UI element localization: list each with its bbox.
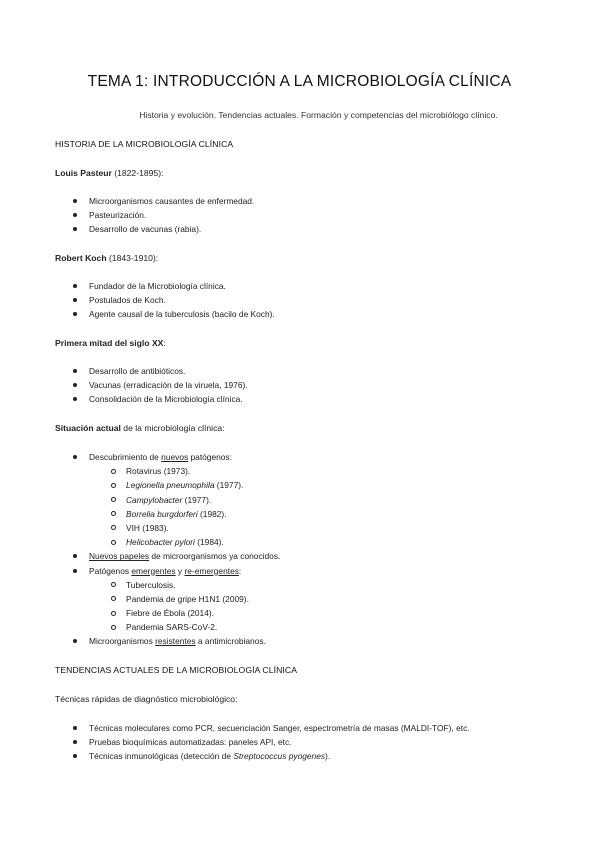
- sublist-item: [108, 507, 280, 521]
- list-item: Pasteurización.: [70, 208, 254, 222]
- list-item: Técnicas moleculares como PCR, secuenciación Sanger, espectrometría de masas (MALDI-TOF), etc.: [70, 721, 470, 735]
- list-item: Fundador de la Microbiología clínica.: [70, 279, 275, 293]
- species-name: Borrelia burgdorferi: [126, 508, 198, 519]
- list-item-new-roles: [70, 549, 280, 563]
- pasteur-name: Louis Pasteur: [55, 168, 112, 178]
- text: Microorganismos: [89, 636, 156, 647]
- sublist-item: [108, 493, 280, 507]
- trends-intro: Técnicas rápidas de diagnóstico microbiológico:: [55, 694, 238, 704]
- text: (1977).: [182, 494, 212, 505]
- sublist-item: Pandemia SARS-CoV-2.: [108, 620, 280, 634]
- underlined-text: re-emergentes: [184, 565, 239, 576]
- emerging-sublist: [108, 578, 280, 635]
- current-situation-heading: [55, 423, 225, 433]
- koch-name: Robert Koch: [55, 253, 107, 263]
- text: a antimicrobianos.: [195, 636, 266, 647]
- species-name: Helicobacter pylori: [126, 537, 195, 548]
- list-item-emerging: [70, 564, 280, 635]
- current-situation-name: Situación actual: [55, 423, 121, 433]
- xx-century-heading: [55, 338, 166, 348]
- koch-dates: (1843-1910):: [106, 253, 159, 263]
- koch-list: [70, 279, 275, 322]
- sublist-item: [108, 535, 280, 549]
- species-name: Campylobacter: [126, 494, 183, 505]
- text: Descubrimiento de: [89, 452, 162, 462]
- current-situation-suffix: de la microbiología clínica:: [120, 423, 225, 433]
- text: :: [238, 565, 242, 576]
- list-item: Pruebas bioquímicas automatizadas: paneles API, etc.: [70, 735, 470, 749]
- list-item-resistant: [70, 634, 280, 648]
- text: (1982).: [197, 508, 227, 519]
- current-situation-list: [70, 450, 280, 649]
- section-heading-trends: TENDENCIAS ACTUALES DE LA MICROBIOLOGÍA CLÍNICA: [55, 665, 298, 675]
- species-name: Streptococcus pyogenes: [233, 751, 326, 762]
- xx-century-list: [70, 364, 248, 407]
- trends-list: [70, 721, 470, 764]
- text: patógenos:: [188, 452, 232, 462]
- sublist-item: Pandemia de gripe H1N1 (2009).: [108, 592, 280, 606]
- underlined-text: Nuevos papeles: [89, 551, 150, 562]
- text: (1977).: [214, 480, 244, 491]
- text: Técnicas inmunológicas (detección de: [89, 751, 234, 762]
- underlined-text: nuevos: [161, 452, 189, 462]
- sublist-item: Rotavirus (1973).: [108, 464, 280, 478]
- list-item: Desarrollo de vacunas (rabia).: [70, 222, 254, 236]
- list-item: Agente causal de la tuberculosis (bacilo de Koch).: [70, 307, 275, 321]
- list-item: [70, 749, 470, 763]
- xx-century-name: Primera mitad del siglo XX: [55, 338, 164, 348]
- pasteur-dates: (1822-1895):: [111, 168, 164, 178]
- underlined-text: emergentes: [131, 565, 176, 576]
- sublist-item: [108, 478, 280, 492]
- koch-heading: [55, 253, 158, 263]
- text: Patógenos: [89, 565, 132, 576]
- text: (1984).: [194, 537, 224, 548]
- document-subtitle: Historia y evolución. Tendencias actuales. Formación y competencias del microbiólogo clínico.: [139, 110, 498, 120]
- text: de microorganismos ya conocidos.: [149, 551, 281, 562]
- section-heading-history: HISTORIA DE LA MICROBIOLOGÍA CLÍNICA: [55, 139, 234, 149]
- xx-century-suffix: :: [163, 338, 166, 348]
- new-pathogens-sublist: [108, 464, 280, 549]
- document-title: TEMA 1: INTRODUCCIÓN A LA MICROBIOLOGÍA CLÍNICA: [87, 73, 512, 90]
- sublist-item: Fiebre de Ébola (2014).: [108, 606, 280, 620]
- text: y: [175, 565, 185, 576]
- list-item: Postulados de Koch.: [70, 293, 275, 307]
- sublist-item: Tuberculosis.: [108, 578, 280, 592]
- list-item: Consolidación de la Microbiología clínica.: [70, 392, 248, 406]
- pasteur-heading: [55, 168, 163, 178]
- list-item-new-pathogens: [70, 450, 280, 549]
- pasteur-list: [70, 194, 254, 237]
- species-name: Legionella pneumophila: [126, 480, 215, 491]
- text: ).: [325, 751, 331, 762]
- list-item: Microorganismos causantes de enfermedad.: [70, 194, 254, 208]
- list-item: Vacunas (erradicación de la viruela, 1976).: [70, 378, 248, 392]
- sublist-item: VIH (1983).: [108, 521, 280, 535]
- underlined-text: resistentes: [155, 636, 196, 647]
- list-item: Desarrollo de antibióticos.: [70, 364, 248, 378]
